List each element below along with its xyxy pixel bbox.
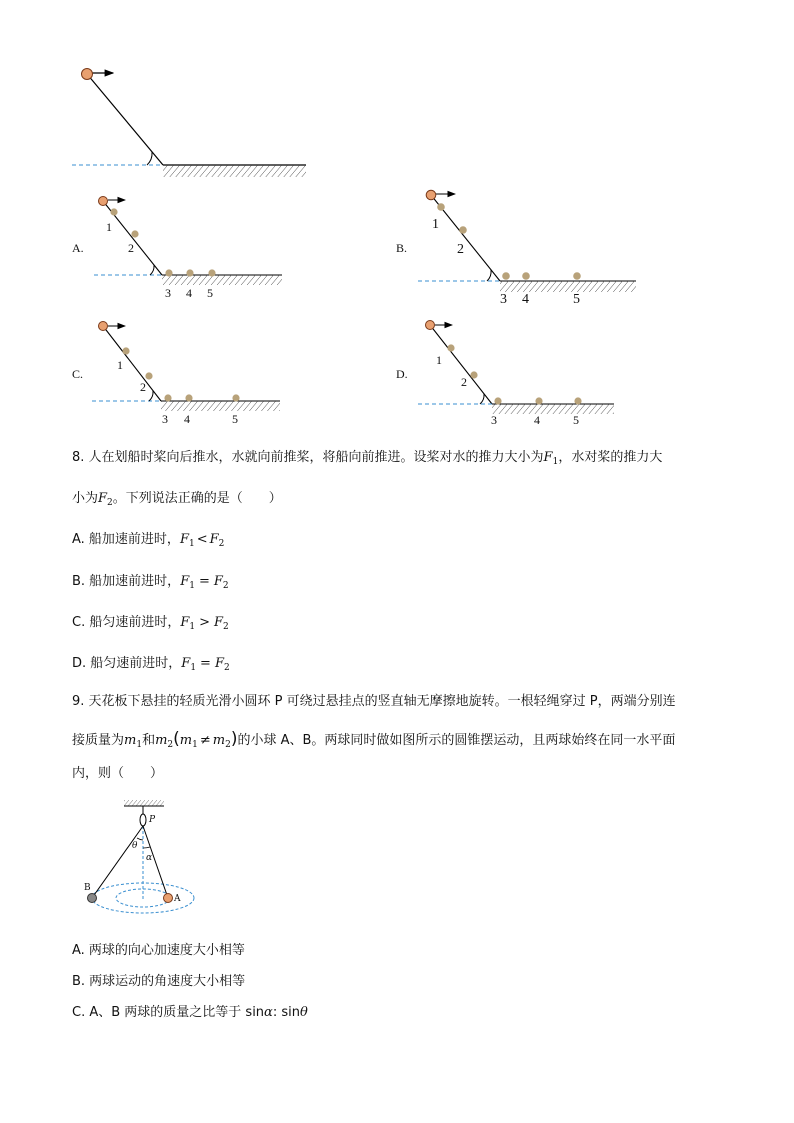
q9-stem-line2: 接质量为$m_1$和$m_2(m_1 \ne m_2)$的小球 A、B。两球同时做如图所示的圆锥摆运动，且两球始终在同一水平面 xyxy=(72,729,676,750)
label-theta: θ xyxy=(132,841,138,851)
point-label: 2 xyxy=(457,242,464,257)
point-label: 5 xyxy=(232,412,238,426)
point-label: 3 xyxy=(500,292,507,307)
label-b: B xyxy=(84,883,91,893)
option-c-label[interactable]: C. xyxy=(72,367,84,381)
point-label: 4 xyxy=(184,412,190,426)
point-label: 3 xyxy=(491,413,497,427)
point-label: 2 xyxy=(128,241,134,255)
q8-option-b[interactable]: B. 船加速前进时，$F_1 = F_2$ xyxy=(72,574,229,591)
point-label: 2 xyxy=(461,375,467,389)
point-label: 4 xyxy=(534,413,540,427)
point-label: 1 xyxy=(106,220,112,234)
q8-option-a[interactable]: A. 船加速前进时，$F_1 < F_2$ xyxy=(72,532,225,549)
q9-stem-line1: 9. 天花板下悬挂的轻质光滑小圆环 P 可绕过悬挂点的竖直轴无摩擦地旋转。一根轻绳穿过 P，两端分别连 xyxy=(72,694,676,709)
point-label: 1 xyxy=(436,353,442,367)
point-label: 1 xyxy=(432,217,439,232)
label-alpha: α xyxy=(146,853,153,863)
ball-b xyxy=(88,894,97,903)
point-label: 4 xyxy=(186,286,192,300)
point-label: 5 xyxy=(207,286,213,300)
point-label: 4 xyxy=(522,292,529,307)
q8-stem-line1: 8. 人在划船时桨向后推水，水就向前推桨，将船向前推进。设桨对水的推力大小为$F_1$，水对桨的推力大 xyxy=(72,450,663,467)
q8-stem-line2: 小为$F_2$。下列说法正确的是（ ） xyxy=(72,491,282,508)
q9-option-b[interactable]: B. 两球运动的角速度大小相等 xyxy=(72,974,246,989)
point-label: 5 xyxy=(573,292,580,307)
ball-a xyxy=(164,894,173,903)
option-a-label[interactable]: A. xyxy=(72,241,84,255)
q9-stem-line3: 内，则（ ） xyxy=(72,766,164,781)
point-label: 2 xyxy=(140,380,146,394)
q9-option-c[interactable]: C. A、B 两球的质量之比等于 sinα: sinθ xyxy=(72,1005,308,1020)
q9-option-a[interactable]: A. 两球的向心加速度大小相等 xyxy=(72,943,245,958)
label-p: P xyxy=(149,815,156,825)
q8-option-c[interactable]: C. 船匀速前进时，$F_1 > F_2$ xyxy=(72,615,229,632)
q8-option-d[interactable]: D. 船匀速前进时，$F_1 = F_2$ xyxy=(72,656,230,673)
option-d-label[interactable]: D. xyxy=(396,367,408,381)
point-label: 1 xyxy=(117,358,123,372)
label-a: A xyxy=(174,894,181,904)
option-b-label[interactable]: B. xyxy=(396,241,408,255)
point-label: 5 xyxy=(573,413,579,427)
point-label: 3 xyxy=(165,286,171,300)
point-label: 3 xyxy=(162,412,168,426)
